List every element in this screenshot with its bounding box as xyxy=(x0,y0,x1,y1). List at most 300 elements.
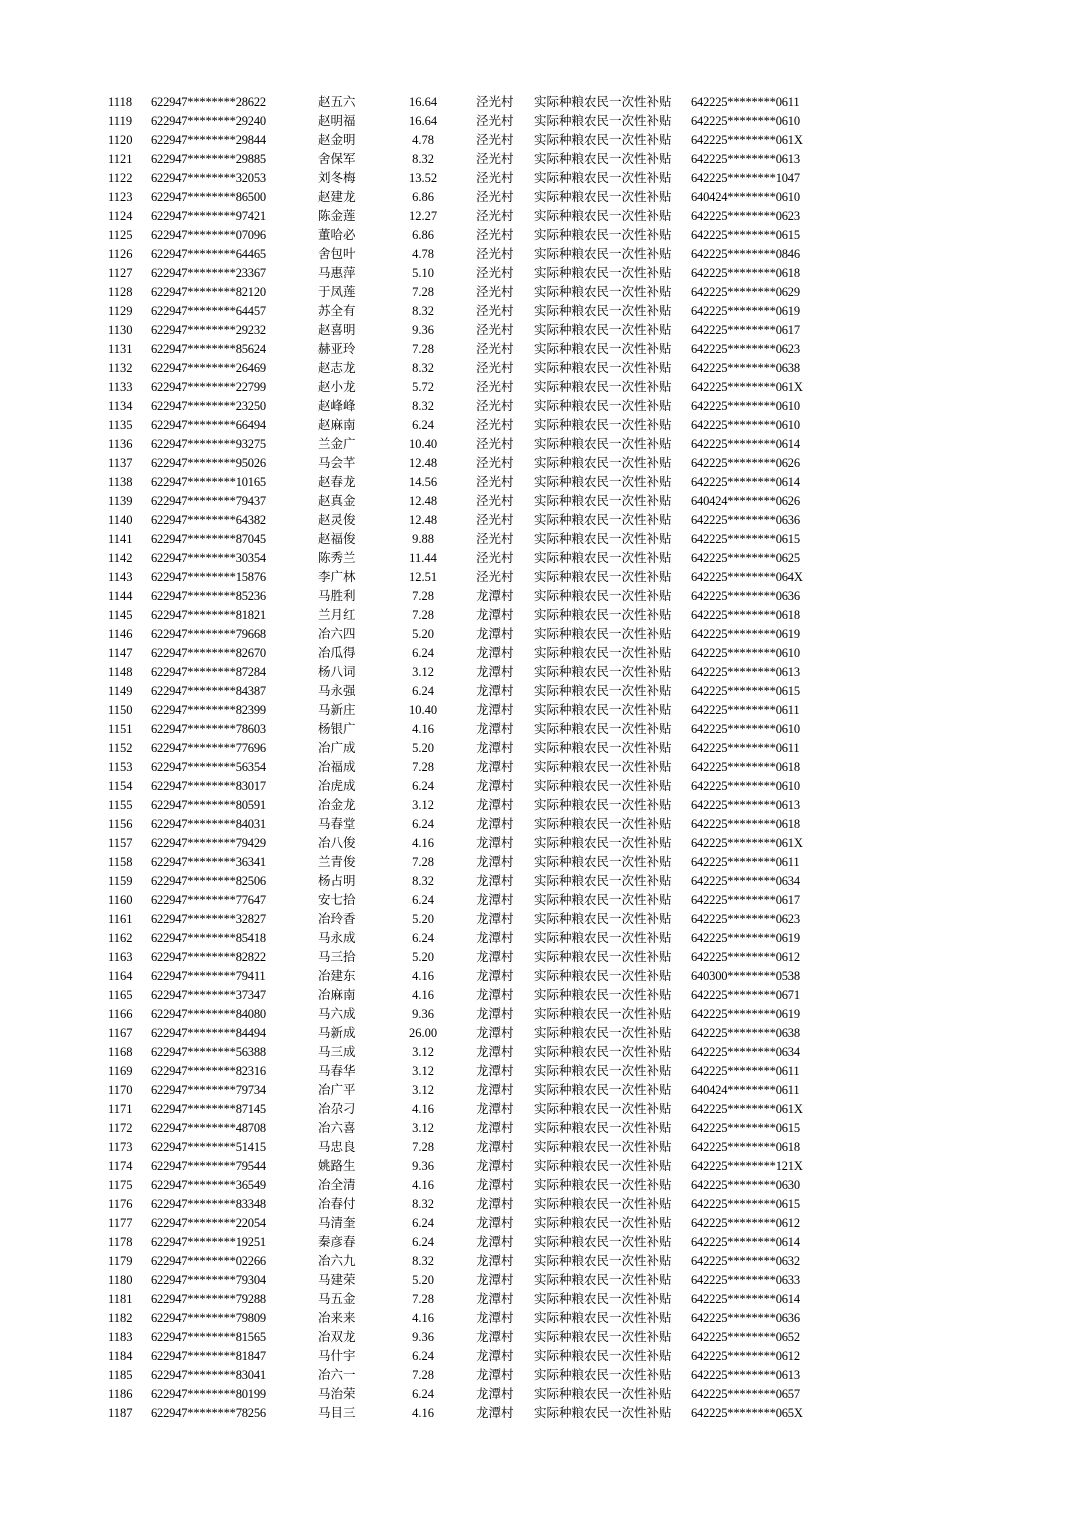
row-number: 1156 xyxy=(108,817,133,831)
id-number-cell: 642225********0615 xyxy=(691,1197,800,1211)
table-row xyxy=(0,245,1074,264)
bank-account-cell: 622947********22799 xyxy=(151,380,266,394)
name-cell: 杨银广 xyxy=(318,722,356,736)
id-number-cell: 642225********0610 xyxy=(691,646,800,660)
id-number-cell: 642225********0626 xyxy=(691,456,800,470)
row-number: 1174 xyxy=(108,1159,133,1173)
row-number: 1131 xyxy=(108,342,133,356)
row-number: 1146 xyxy=(108,627,133,641)
id-number-cell: 642225********0623 xyxy=(691,209,800,223)
id-number-cell: 642225********0614 xyxy=(691,437,800,451)
name-cell: 赵建龙 xyxy=(318,190,356,204)
bank-account-cell: 622947********87145 xyxy=(151,1102,266,1116)
village-cell: 龙潭村 xyxy=(476,1083,514,1097)
amount-cell: 7.28 xyxy=(412,608,434,622)
amount-cell: 6.24 xyxy=(412,817,434,831)
id-number-cell: 642225********0619 xyxy=(691,627,800,641)
table-row xyxy=(0,1366,1074,1385)
name-cell: 冶玲香 xyxy=(318,912,356,926)
amount-cell: 6.24 xyxy=(412,1235,434,1249)
name-cell: 马三成 xyxy=(318,1045,356,1059)
name-cell: 马胜利 xyxy=(318,589,356,603)
amount-cell: 4.16 xyxy=(412,722,434,736)
subsidy-type-cell: 实际种粮农民一次性补贴 xyxy=(534,1235,672,1249)
table-row xyxy=(0,929,1074,948)
village-cell: 龙潭村 xyxy=(476,988,514,1002)
name-cell: 舍保军 xyxy=(318,152,356,166)
village-cell: 龙潭村 xyxy=(476,1406,514,1420)
bank-account-cell: 622947********84387 xyxy=(151,684,266,698)
subsidy-type-cell: 实际种粮农民一次性补贴 xyxy=(534,1083,672,1097)
id-number-cell: 642225********0614 xyxy=(691,475,800,489)
subsidy-type-cell: 实际种粮农民一次性补贴 xyxy=(534,1064,672,1078)
bank-account-cell: 622947********29885 xyxy=(151,152,266,166)
id-number-cell: 642225********0636 xyxy=(691,513,800,527)
bank-account-cell: 622947********28622 xyxy=(151,95,266,109)
name-cell: 冶六九 xyxy=(318,1254,356,1268)
village-cell: 龙潭村 xyxy=(476,1121,514,1135)
id-number-cell: 642225********061X xyxy=(691,836,803,850)
amount-cell: 7.28 xyxy=(412,589,434,603)
bank-account-cell: 622947********15876 xyxy=(151,570,266,584)
bank-account-cell: 622947********79288 xyxy=(151,1292,266,1306)
village-cell: 龙潭村 xyxy=(476,779,514,793)
village-cell: 泾光村 xyxy=(476,437,514,451)
bank-account-cell: 622947********80199 xyxy=(151,1387,266,1401)
bank-account-cell: 622947********56354 xyxy=(151,760,266,774)
id-number-cell: 642225********0625 xyxy=(691,551,800,565)
table-row xyxy=(0,701,1074,720)
table-row xyxy=(0,1119,1074,1138)
village-cell: 龙潭村 xyxy=(476,1064,514,1078)
bank-account-cell: 622947********37347 xyxy=(151,988,266,1002)
village-cell: 龙潭村 xyxy=(476,1292,514,1306)
amount-cell: 26.00 xyxy=(408,1026,438,1040)
subsidy-type-cell: 实际种粮农民一次性补贴 xyxy=(534,1330,672,1344)
name-cell: 李广林 xyxy=(318,570,356,584)
amount-cell: 5.72 xyxy=(412,380,434,394)
bank-account-cell: 622947********51415 xyxy=(151,1140,266,1154)
subsidy-type-cell: 实际种粮农民一次性补贴 xyxy=(534,95,672,109)
id-number-cell: 642225********0634 xyxy=(691,874,800,888)
row-number: 1132 xyxy=(108,361,133,375)
name-cell: 马忠良 xyxy=(318,1140,356,1154)
amount-cell: 4.78 xyxy=(412,133,434,147)
row-number: 1187 xyxy=(108,1406,133,1420)
amount-cell: 4.16 xyxy=(412,836,434,850)
amount-cell: 12.48 xyxy=(408,513,438,527)
amount-cell: 7.28 xyxy=(412,285,434,299)
id-number-cell: 642225********0636 xyxy=(691,589,800,603)
id-number-cell: 642225********121X xyxy=(691,1159,803,1173)
name-cell: 赵喜明 xyxy=(318,323,356,337)
table-row xyxy=(0,1138,1074,1157)
table-row xyxy=(0,758,1074,777)
id-number-cell: 642225********0618 xyxy=(691,266,800,280)
table-row xyxy=(0,416,1074,435)
amount-cell: 12.48 xyxy=(408,494,438,508)
village-cell: 龙潭村 xyxy=(476,627,514,641)
amount-cell: 9.36 xyxy=(412,1007,434,1021)
village-cell: 龙潭村 xyxy=(476,722,514,736)
table-row xyxy=(0,112,1074,131)
row-number: 1182 xyxy=(108,1311,133,1325)
amount-cell: 10.40 xyxy=(408,703,438,717)
id-number-cell: 642225********0634 xyxy=(691,1045,800,1059)
amount-cell: 16.64 xyxy=(408,95,438,109)
row-number: 1173 xyxy=(108,1140,133,1154)
table-row xyxy=(0,796,1074,815)
amount-cell: 14.56 xyxy=(408,475,438,489)
table-row xyxy=(0,93,1074,112)
amount-cell: 6.86 xyxy=(412,190,434,204)
amount-cell: 6.24 xyxy=(412,418,434,432)
bank-account-cell: 622947********77696 xyxy=(151,741,266,755)
id-number-cell: 642225********0623 xyxy=(691,912,800,926)
village-cell: 龙潭村 xyxy=(476,1387,514,1401)
village-cell: 泾光村 xyxy=(476,380,514,394)
village-cell: 泾光村 xyxy=(476,475,514,489)
village-cell: 龙潭村 xyxy=(476,760,514,774)
subsidy-type-cell: 实际种粮农民一次性补贴 xyxy=(534,1368,672,1382)
amount-cell: 9.36 xyxy=(412,323,434,337)
bank-account-cell: 622947********83017 xyxy=(151,779,266,793)
id-number-cell: 642225********0611 xyxy=(691,703,800,717)
bank-account-cell: 622947********29232 xyxy=(151,323,266,337)
amount-cell: 4.16 xyxy=(412,1406,434,1420)
id-number-cell: 642225********0613 xyxy=(691,665,800,679)
subsidy-type-cell: 实际种粮农民一次性补贴 xyxy=(534,1349,672,1363)
table-row xyxy=(0,663,1074,682)
subsidy-type-cell: 实际种粮农民一次性补贴 xyxy=(534,475,672,489)
id-number-cell: 642225********0671 xyxy=(691,988,800,1002)
subsidy-type-cell: 实际种粮农民一次性补贴 xyxy=(534,399,672,413)
name-cell: 冶六喜 xyxy=(318,1121,356,1135)
amount-cell: 5.10 xyxy=(412,266,434,280)
subsidy-type-cell: 实际种粮农民一次性补贴 xyxy=(534,171,672,185)
bank-account-cell: 622947********79734 xyxy=(151,1083,266,1097)
row-number: 1157 xyxy=(108,836,133,850)
bank-account-cell: 622947********64465 xyxy=(151,247,266,261)
bank-account-cell: 622947********79544 xyxy=(151,1159,266,1173)
row-number: 1175 xyxy=(108,1178,133,1192)
row-number: 1167 xyxy=(108,1026,133,1040)
name-cell: 马什宇 xyxy=(318,1349,356,1363)
village-cell: 泾光村 xyxy=(476,285,514,299)
village-cell: 泾光村 xyxy=(476,551,514,565)
row-number: 1184 xyxy=(108,1349,133,1363)
subsidy-type-cell: 实际种粮农民一次性补贴 xyxy=(534,1007,672,1021)
name-cell: 马六成 xyxy=(318,1007,356,1021)
id-number-cell: 642225********0611 xyxy=(691,855,800,869)
id-number-cell: 642225********0611 xyxy=(691,1064,800,1078)
subsidy-type-cell: 实际种粮农民一次性补贴 xyxy=(534,513,672,527)
village-cell: 龙潭村 xyxy=(476,893,514,907)
village-cell: 龙潭村 xyxy=(476,931,514,945)
amount-cell: 11.44 xyxy=(409,551,437,565)
subsidy-type-cell: 实际种粮农民一次性补贴 xyxy=(534,988,672,1002)
table-row xyxy=(0,1271,1074,1290)
table-row xyxy=(0,853,1074,872)
name-cell: 马五金 xyxy=(318,1292,356,1306)
amount-cell: 6.24 xyxy=(412,1216,434,1230)
name-cell: 冶全清 xyxy=(318,1178,356,1192)
village-cell: 龙潭村 xyxy=(476,684,514,698)
name-cell: 赵峰峰 xyxy=(318,399,356,413)
name-cell: 冶双龙 xyxy=(318,1330,356,1344)
amount-cell: 16.64 xyxy=(408,114,438,128)
subsidy-type-cell: 实际种粮农民一次性补贴 xyxy=(534,551,672,565)
row-number: 1136 xyxy=(108,437,133,451)
name-cell: 马治荣 xyxy=(318,1387,356,1401)
name-cell: 马建荣 xyxy=(318,1273,356,1287)
village-cell: 泾光村 xyxy=(476,95,514,109)
id-number-cell: 642225********0614 xyxy=(691,1292,800,1306)
village-cell: 泾光村 xyxy=(476,266,514,280)
id-number-cell: 640424********0626 xyxy=(691,494,800,508)
amount-cell: 4.16 xyxy=(412,988,434,1002)
id-number-cell: 642225********0619 xyxy=(691,931,800,945)
bank-account-cell: 622947********64457 xyxy=(151,304,266,318)
amount-cell: 8.32 xyxy=(412,399,434,413)
name-cell: 冶福成 xyxy=(318,760,356,774)
amount-cell: 9.36 xyxy=(412,1330,434,1344)
name-cell: 马会芊 xyxy=(318,456,356,470)
id-number-cell: 642225********0610 xyxy=(691,399,800,413)
bank-account-cell: 622947********82120 xyxy=(151,285,266,299)
amount-cell: 4.16 xyxy=(412,1178,434,1192)
subsidy-type-cell: 实际种粮农民一次性补贴 xyxy=(534,703,672,717)
table-row xyxy=(0,815,1074,834)
amount-cell: 5.20 xyxy=(412,912,434,926)
bank-account-cell: 622947********84494 xyxy=(151,1026,266,1040)
id-number-cell: 642225********0610 xyxy=(691,418,800,432)
name-cell: 马春堂 xyxy=(318,817,356,831)
name-cell: 赵春龙 xyxy=(318,475,356,489)
id-number-cell: 642225********1047 xyxy=(691,171,800,185)
subsidy-type-cell: 实际种粮农民一次性补贴 xyxy=(534,114,672,128)
subsidy-type-cell: 实际种粮农民一次性补贴 xyxy=(534,228,672,242)
subsidy-type-cell: 实际种粮农民一次性补贴 xyxy=(534,342,672,356)
row-number: 1128 xyxy=(108,285,133,299)
subsidy-type-cell: 实际种粮农民一次性补贴 xyxy=(534,1159,672,1173)
subsidy-type-cell: 实际种粮农民一次性补贴 xyxy=(534,931,672,945)
id-number-cell: 642225********0610 xyxy=(691,722,800,736)
table-row xyxy=(0,1081,1074,1100)
village-cell: 泾光村 xyxy=(476,361,514,375)
table-row xyxy=(0,568,1074,587)
amount-cell: 4.78 xyxy=(412,247,434,261)
village-cell: 龙潭村 xyxy=(476,1026,514,1040)
table-row xyxy=(0,986,1074,1005)
table-row xyxy=(0,359,1074,378)
row-number: 1124 xyxy=(108,209,133,223)
name-cell: 马目三 xyxy=(318,1406,356,1420)
amount-cell: 5.20 xyxy=(412,627,434,641)
id-number-cell: 642225********0630 xyxy=(691,1178,800,1192)
row-number: 1145 xyxy=(108,608,133,622)
village-cell: 龙潭村 xyxy=(476,1311,514,1325)
row-number: 1185 xyxy=(108,1368,133,1382)
village-cell: 龙潭村 xyxy=(476,646,514,660)
row-number: 1178 xyxy=(108,1235,133,1249)
village-cell: 龙潭村 xyxy=(476,1368,514,1382)
table-row xyxy=(0,283,1074,302)
name-cell: 赵真金 xyxy=(318,494,356,508)
amount-cell: 3.12 xyxy=(412,1064,434,1078)
village-cell: 泾光村 xyxy=(476,152,514,166)
table-row xyxy=(0,435,1074,454)
id-number-cell: 642225********0638 xyxy=(691,1026,800,1040)
subsidy-type-cell: 实际种粮农民一次性补贴 xyxy=(534,950,672,964)
table-row xyxy=(0,492,1074,511)
village-cell: 龙潭村 xyxy=(476,1235,514,1249)
row-number: 1162 xyxy=(108,931,133,945)
id-number-cell: 642225********0615 xyxy=(691,228,800,242)
id-number-cell: 642225********0618 xyxy=(691,817,800,831)
name-cell: 马春华 xyxy=(318,1064,356,1078)
name-cell: 冶虎成 xyxy=(318,779,356,793)
name-cell: 马清奎 xyxy=(318,1216,356,1230)
amount-cell: 6.24 xyxy=(412,684,434,698)
name-cell: 赵麻南 xyxy=(318,418,356,432)
row-number: 1123 xyxy=(108,190,133,204)
row-number: 1152 xyxy=(108,741,133,755)
id-number-cell: 642225********0617 xyxy=(691,323,800,337)
table-row xyxy=(0,1347,1074,1366)
row-number: 1176 xyxy=(108,1197,133,1211)
bank-account-cell: 622947********82316 xyxy=(151,1064,266,1078)
bank-account-cell: 622947********79429 xyxy=(151,836,266,850)
id-number-cell: 642225********061X xyxy=(691,1102,803,1116)
row-number: 1133 xyxy=(108,380,133,394)
subsidy-type-cell: 实际种粮农民一次性补贴 xyxy=(534,152,672,166)
village-cell: 泾光村 xyxy=(476,418,514,432)
amount-cell: 8.32 xyxy=(412,152,434,166)
subsidy-type-cell: 实际种粮农民一次性补贴 xyxy=(534,1273,672,1287)
village-cell: 泾光村 xyxy=(476,456,514,470)
bank-account-cell: 622947********97421 xyxy=(151,209,266,223)
table-row xyxy=(0,1176,1074,1195)
table-row xyxy=(0,1024,1074,1043)
village-cell: 龙潭村 xyxy=(476,608,514,622)
bank-account-cell: 622947********64382 xyxy=(151,513,266,527)
row-number: 1121 xyxy=(108,152,133,166)
bank-account-cell: 622947********30354 xyxy=(151,551,266,565)
subsidy-type-cell: 实际种粮农民一次性补贴 xyxy=(534,874,672,888)
bank-account-cell: 622947********78603 xyxy=(151,722,266,736)
village-cell: 龙潭村 xyxy=(476,836,514,850)
id-number-cell: 640424********0610 xyxy=(691,190,800,204)
table-row xyxy=(0,1309,1074,1328)
amount-cell: 5.20 xyxy=(412,1273,434,1287)
amount-cell: 6.24 xyxy=(412,646,434,660)
row-number: 1139 xyxy=(108,494,133,508)
amount-cell: 10.40 xyxy=(408,437,438,451)
amount-cell: 8.32 xyxy=(412,874,434,888)
id-number-cell: 642225********0619 xyxy=(691,1007,800,1021)
bank-account-cell: 622947********83041 xyxy=(151,1368,266,1382)
id-number-cell: 642225********0652 xyxy=(691,1330,800,1344)
bank-account-cell: 622947********79809 xyxy=(151,1311,266,1325)
row-number: 1140 xyxy=(108,513,133,527)
name-cell: 冶八俊 xyxy=(318,836,356,850)
village-cell: 龙潭村 xyxy=(476,855,514,869)
subsidy-type-cell: 实际种粮农民一次性补贴 xyxy=(534,1121,672,1135)
village-cell: 泾光村 xyxy=(476,399,514,413)
name-cell: 冶广平 xyxy=(318,1083,356,1097)
village-cell: 泾光村 xyxy=(476,209,514,223)
amount-cell: 8.32 xyxy=(412,1254,434,1268)
name-cell: 赵小龙 xyxy=(318,380,356,394)
bank-account-cell: 622947********36341 xyxy=(151,855,266,869)
id-number-cell: 642225********0613 xyxy=(691,152,800,166)
id-number-cell: 642225********0619 xyxy=(691,304,800,318)
id-number-cell: 642225********061X xyxy=(691,133,803,147)
subsidy-type-cell: 实际种粮农民一次性补贴 xyxy=(534,209,672,223)
name-cell: 赫亚玲 xyxy=(318,342,356,356)
subsidy-type-cell: 实际种粮农民一次性补贴 xyxy=(534,1387,672,1401)
bank-account-cell: 622947********79304 xyxy=(151,1273,266,1287)
name-cell: 冶广成 xyxy=(318,741,356,755)
subsidy-type-cell: 实际种粮农民一次性补贴 xyxy=(534,532,672,546)
amount-cell: 7.28 xyxy=(412,1140,434,1154)
village-cell: 龙潭村 xyxy=(476,1273,514,1287)
table-row xyxy=(0,625,1074,644)
row-number: 1186 xyxy=(108,1387,133,1401)
bank-account-cell: 622947********29240 xyxy=(151,114,266,128)
row-number: 1126 xyxy=(108,247,133,261)
row-number: 1159 xyxy=(108,874,133,888)
row-number: 1150 xyxy=(108,703,133,717)
row-number: 1119 xyxy=(108,114,133,128)
subsidy-type-cell: 实际种粮农民一次性补贴 xyxy=(534,817,672,831)
amount-cell: 12.51 xyxy=(408,570,438,584)
amount-cell: 6.24 xyxy=(412,779,434,793)
row-number: 1177 xyxy=(108,1216,133,1230)
subsidy-type-cell: 实际种粮农民一次性补贴 xyxy=(534,133,672,147)
village-cell: 泾光村 xyxy=(476,323,514,337)
village-cell: 龙潭村 xyxy=(476,589,514,603)
bank-account-cell: 622947********32827 xyxy=(151,912,266,926)
bank-account-cell: 622947********79668 xyxy=(151,627,266,641)
table-row xyxy=(0,188,1074,207)
name-cell: 赵五六 xyxy=(318,95,356,109)
subsidy-type-cell: 实际种粮农民一次性补贴 xyxy=(534,361,672,375)
id-number-cell: 642225********0614 xyxy=(691,1235,800,1249)
row-number: 1118 xyxy=(108,95,133,109)
table-row xyxy=(0,606,1074,625)
bank-account-cell: 622947********32053 xyxy=(151,171,266,185)
amount-cell: 6.24 xyxy=(412,931,434,945)
bank-account-cell: 622947********81847 xyxy=(151,1349,266,1363)
subsidy-type-cell: 实际种粮农民一次性补贴 xyxy=(534,570,672,584)
bank-account-cell: 622947********23250 xyxy=(151,399,266,413)
table-row xyxy=(0,910,1074,929)
name-cell: 马新成 xyxy=(318,1026,356,1040)
row-number: 1168 xyxy=(108,1045,133,1059)
table-row xyxy=(0,150,1074,169)
subsidy-type-cell: 实际种粮农民一次性补贴 xyxy=(534,1254,672,1268)
id-number-cell: 642225********0610 xyxy=(691,114,800,128)
subsidy-type-cell: 实际种粮农民一次性补贴 xyxy=(534,418,672,432)
table-row xyxy=(0,1100,1074,1119)
subsidy-type-cell: 实际种粮农民一次性补贴 xyxy=(534,1045,672,1059)
name-cell: 秦彦春 xyxy=(318,1235,356,1249)
village-cell: 泾光村 xyxy=(476,570,514,584)
subsidy-type-cell: 实际种粮农民一次性补贴 xyxy=(534,190,672,204)
village-cell: 龙潭村 xyxy=(476,1197,514,1211)
